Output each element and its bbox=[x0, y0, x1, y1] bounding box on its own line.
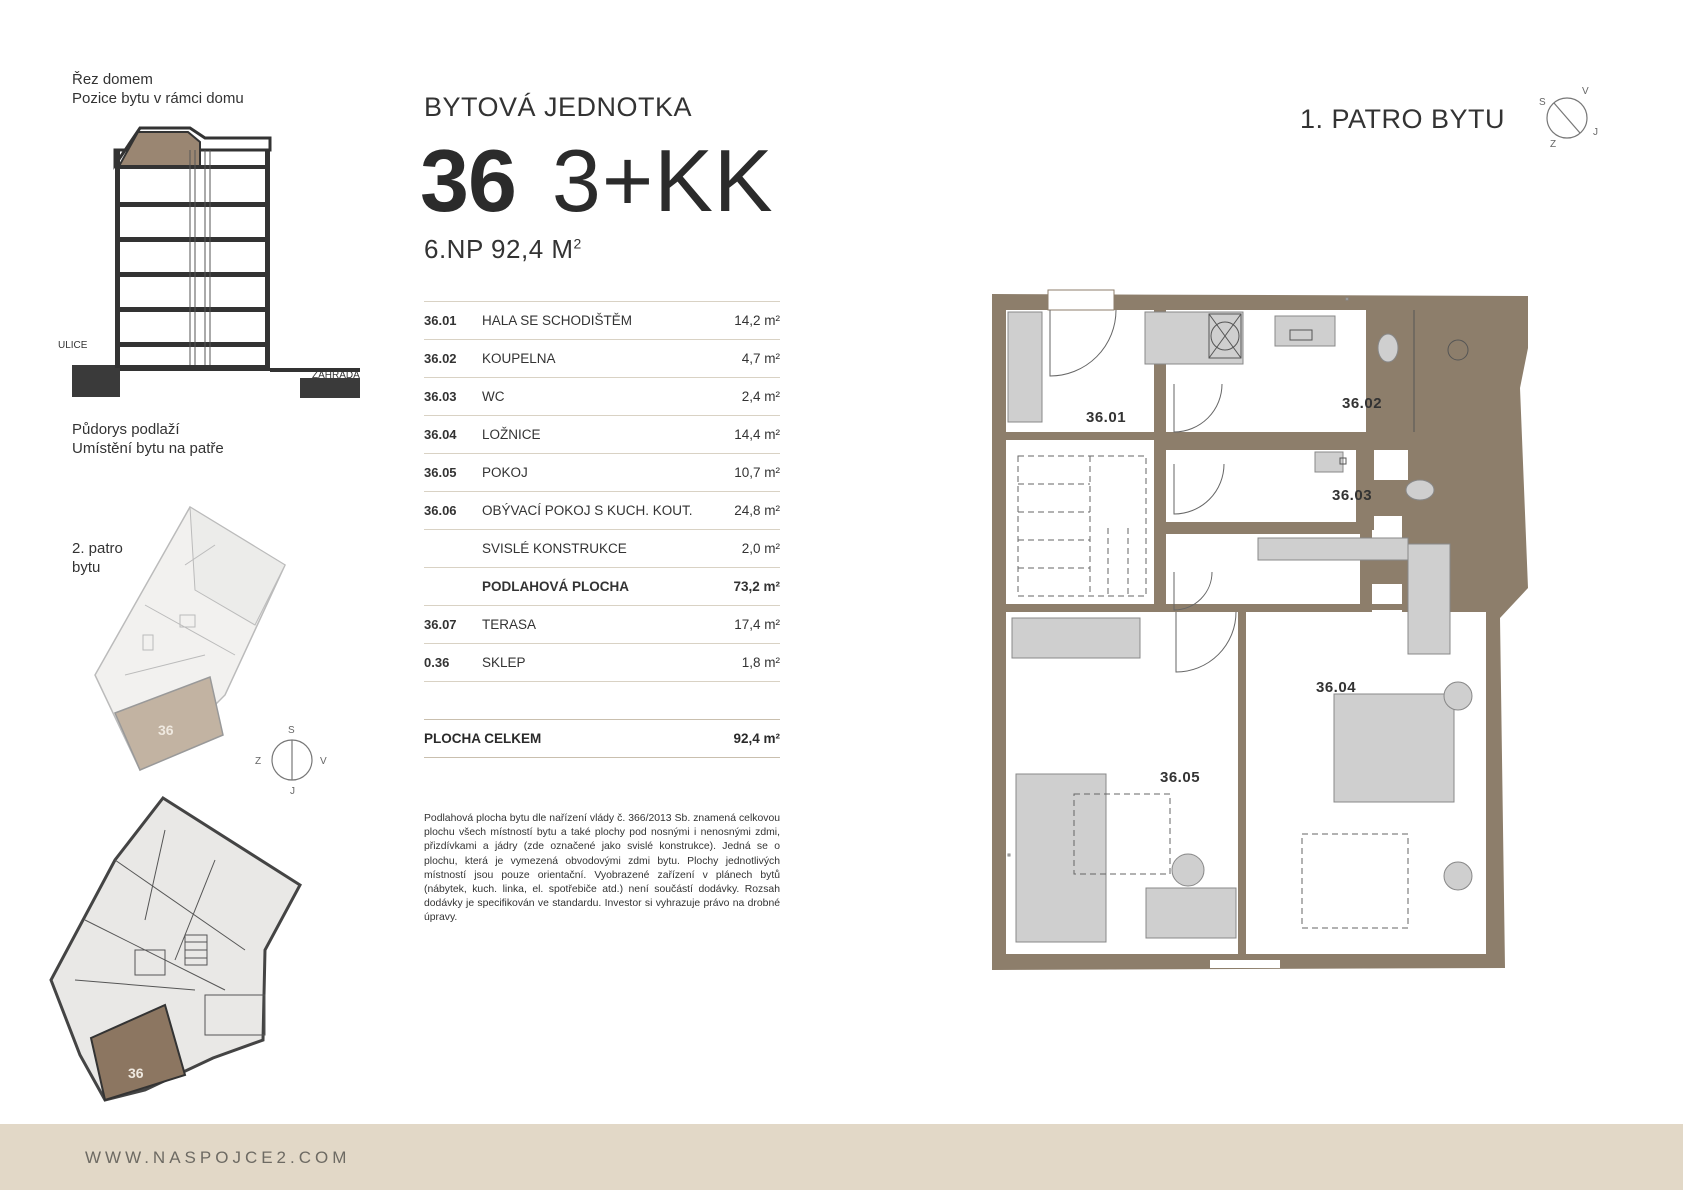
room-area: 2,0 m² bbox=[726, 530, 780, 568]
plan-compass-s: Z bbox=[1550, 139, 1557, 150]
room-row bbox=[424, 416, 780, 454]
room-area: 2,4 m² bbox=[726, 378, 780, 416]
legal-note: Podlahová plocha bytu dle nařízení vlády č. 366/2013 Sb. znamená celkovou plochu všech místností bytu a také plochy pod nosnými i nenosnými zdmi, přizdívkami a jádry (zde označené jako svislé konstrukce). Jedná se o plochu, která je vymezená obvodovými zdmi bytu. Plochy jednotlivých místností jsou pouze orientační. Vyobrazené zařízení v plánech bytů (nábytek, kuch. linka, el. spotřebiče atd.) není součástí dodávky. Rozsah dodávky je specifikován ve standardu. Investor si vyhrazuje právo na drobné úpravy. bbox=[424, 813, 780, 924]
room-code: 36.06 bbox=[424, 492, 482, 530]
room-row bbox=[424, 454, 780, 492]
room-code: 36.04 bbox=[424, 416, 482, 454]
upper-floor-label-line1: 2. patro bbox=[72, 540, 123, 557]
unit-badge-upper: 36 bbox=[158, 722, 174, 738]
room-code: 36.03 bbox=[424, 378, 482, 416]
plan-title: 1. PATRO BYTU bbox=[1300, 104, 1506, 134]
room-name: PODLAHOVÁ PLOCHA bbox=[482, 568, 726, 606]
footer-bar bbox=[0, 1124, 1683, 1190]
section-caption-line1: Řez domem bbox=[72, 71, 153, 88]
unit-type: 3+KK bbox=[551, 131, 774, 230]
room-area: 14,2 m² bbox=[726, 302, 780, 340]
floor-area-text: 6.NP 92,4 M bbox=[424, 234, 574, 264]
room-row bbox=[424, 492, 780, 530]
room-row bbox=[424, 530, 780, 568]
room-code: 36.07 bbox=[424, 606, 482, 644]
room-row bbox=[424, 340, 780, 378]
room-area: 24,8 m² bbox=[726, 492, 780, 530]
garden-label: ZAHRADA bbox=[312, 370, 360, 381]
total-label: PLOCHA CELKEM bbox=[424, 731, 542, 746]
room-code bbox=[424, 530, 482, 568]
room-area: 4,7 m² bbox=[726, 340, 780, 378]
overview-compass-n: S bbox=[288, 725, 295, 736]
lower-floor-overview-drawing bbox=[45, 790, 310, 1110]
plan-room-label-3: 36.03 bbox=[1332, 487, 1373, 504]
upper-floor-label-line2: bytu bbox=[72, 559, 101, 576]
room-code: 36.01 bbox=[424, 302, 482, 340]
total-value: 92,4 m² bbox=[733, 731, 780, 746]
room-area: 17,4 m² bbox=[726, 606, 780, 644]
room-name: LOŽNICE bbox=[482, 416, 726, 454]
room-code: 36.05 bbox=[424, 454, 482, 492]
room-name: SVISLÉ KONSTRUKCE bbox=[482, 530, 726, 568]
overview-compass-s: J bbox=[290, 786, 295, 797]
plan-compass-w: S bbox=[1539, 97, 1546, 108]
room-area: 1,8 m² bbox=[726, 644, 780, 682]
room-area: 10,7 m² bbox=[726, 454, 780, 492]
total-row bbox=[424, 719, 780, 758]
plan-compass bbox=[1530, 85, 1610, 155]
plan-room-label-1: 36.01 bbox=[1086, 409, 1127, 426]
rooms-table bbox=[424, 301, 780, 682]
room-name: POKOJ bbox=[482, 454, 726, 492]
room-row bbox=[424, 568, 780, 606]
building-section-drawing bbox=[60, 120, 360, 410]
room-row bbox=[424, 606, 780, 644]
plan-room-label-5: 36.05 bbox=[1160, 769, 1201, 786]
room-code: 36.02 bbox=[424, 340, 482, 378]
overview-compass-e: V bbox=[320, 756, 327, 767]
room-row bbox=[424, 378, 780, 416]
room-name: TERASA bbox=[482, 606, 726, 644]
floor-area-sup: 2 bbox=[573, 235, 582, 252]
unit-badge-lower: 36 bbox=[128, 1065, 144, 1081]
unit-heading bbox=[420, 130, 774, 232]
unit-label: BYTOVÁ JEDNOTKA bbox=[424, 92, 693, 122]
room-row bbox=[424, 302, 780, 340]
section-caption bbox=[72, 70, 244, 108]
floor-area bbox=[424, 234, 582, 265]
overview-caption-line2: Umístění bytu na patře bbox=[72, 440, 224, 457]
room-area: 73,2 m² bbox=[726, 568, 780, 606]
apartment-floor-plan bbox=[990, 288, 1540, 973]
plan-compass-e: J bbox=[1593, 127, 1598, 138]
room-area: 14,4 m² bbox=[726, 416, 780, 454]
room-name: SKLEP bbox=[482, 644, 726, 682]
room-name: HALA SE SCHODIŠTĚM bbox=[482, 302, 726, 340]
room-code bbox=[424, 568, 482, 606]
overview-caption-line1: Půdorys podlaží bbox=[72, 421, 180, 438]
plan-compass-n: V bbox=[1582, 86, 1589, 97]
plan-room-label-4: 36.04 bbox=[1316, 679, 1357, 696]
street-label: ULICE bbox=[58, 340, 88, 351]
footer-website-link[interactable]: WWW.NASPOJCE2.COM bbox=[85, 1148, 351, 1167]
section-caption-line2: Pozice bytu v rámci domu bbox=[72, 90, 244, 107]
rooms-table-wrapper bbox=[424, 301, 780, 682]
room-name: OBÝVACÍ POKOJ S KUCH. KOUT. bbox=[482, 492, 726, 530]
overview-caption bbox=[72, 420, 224, 458]
room-name: WC bbox=[482, 378, 726, 416]
unit-number: 36 bbox=[420, 131, 516, 230]
room-name: KOUPELNA bbox=[482, 340, 726, 378]
overview-compass-w: Z bbox=[255, 756, 262, 767]
plan-room-label-2: 36.02 bbox=[1342, 395, 1383, 412]
room-row bbox=[424, 644, 780, 682]
room-code: 0.36 bbox=[424, 644, 482, 682]
